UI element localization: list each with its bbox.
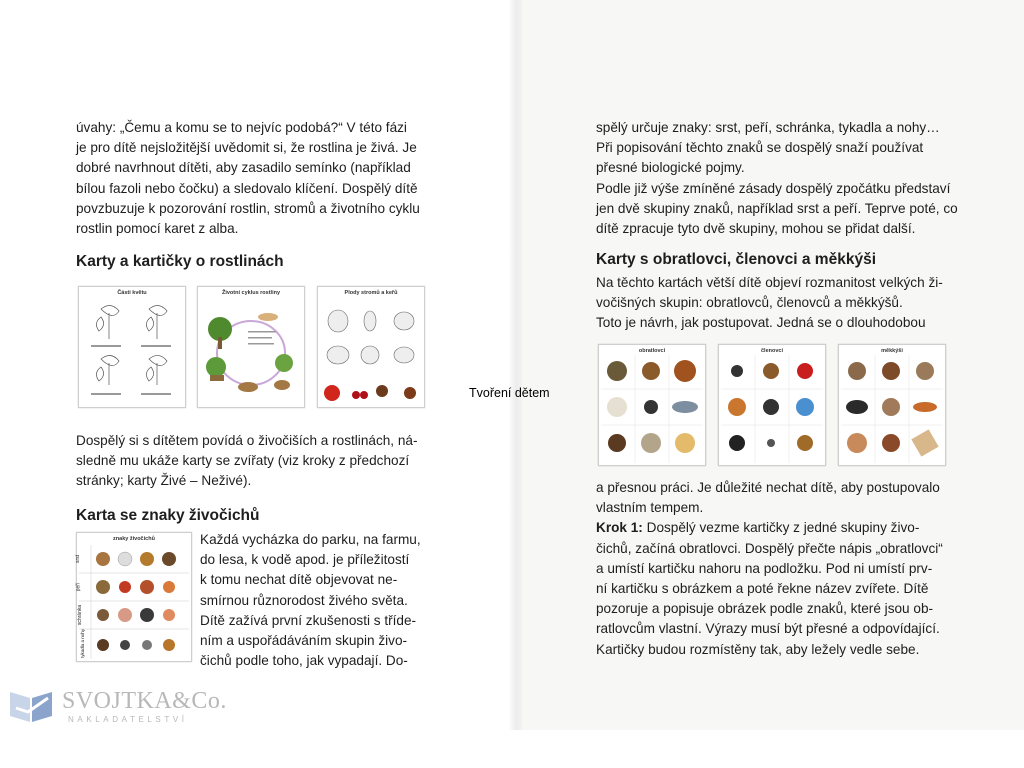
animal-signs-card xyxy=(76,532,192,662)
row-label-feathers: peří xyxy=(75,582,82,592)
text-line: ní kartičku s obrázkem a poté řekne název zvířete. Dítě xyxy=(596,580,929,596)
text-line: a umístí kartičku nahoru na podložku. Pod ni umístí prv- xyxy=(596,560,933,576)
right-bottom-paragraph xyxy=(596,478,944,660)
text-line: čichů podle toho, jak vypadají. Do- xyxy=(200,653,408,669)
card-title: Životní cyklus rostliny xyxy=(221,290,281,296)
right-top-paragraph xyxy=(596,118,958,239)
plant-card-fruits xyxy=(317,286,425,408)
text-line: povzbuzuje k pozorování rostlin, stromů a životního cyklu xyxy=(76,200,420,216)
image-caption: Tvoření dětem xyxy=(469,386,550,400)
arthropods-card xyxy=(718,344,826,466)
arthropods-grid xyxy=(719,345,825,465)
life-cycle-diagram xyxy=(198,287,304,407)
text-line: Kartičky budou rozmístěny tak, aby ležely vedle sebe. xyxy=(596,641,920,657)
text-line: vočišných skupin: obratlovců, členovců a měkkýšů. xyxy=(596,295,903,311)
text-line: smírnou různorodost živého světa. xyxy=(200,592,408,608)
heading-animal-signs: Karta se znaky živočichů xyxy=(76,507,260,524)
text-line: Dospělý si s dítětem povídá o živočiších a rostlinách, ná- xyxy=(76,433,418,448)
step-label: Krok 1: xyxy=(596,520,643,536)
card-title: Části květu xyxy=(117,290,147,296)
molluscs-grid xyxy=(839,345,945,465)
cards-paragraph xyxy=(596,273,944,334)
molluscs-card xyxy=(838,344,946,466)
text-line: Na těchto kartách větší dítě objeví rozmanitost velkých ži- xyxy=(596,275,943,290)
step-line: Dospělý vezme kartičky z jedné skupiny živo- xyxy=(642,520,920,536)
text-line: Toto je návrh, jak postupovat. Jedná se o dlouhodobou xyxy=(596,315,926,331)
book-logo-icon xyxy=(8,688,58,724)
row-label-fur: srst xyxy=(75,554,82,564)
vertebrates-grid xyxy=(599,345,705,465)
text-line: dobré navrhnout dítěti, aby zasadilo semínko (například xyxy=(76,160,411,176)
text-line: úvahy: „Čemu a komu se to nejvíc podobá?“ V této fázi xyxy=(76,120,407,135)
text-line: pozoruje a popisuje obrázek podle znaků, které jsou ob- xyxy=(596,601,934,617)
card-title: členovci xyxy=(760,348,783,354)
text-line: sledně mu ukáže karty se zvířaty (viz kroky z předchozí xyxy=(76,453,410,469)
text-line: k tomu nechat dítě objevovat ne- xyxy=(200,572,398,588)
signs-paragraph xyxy=(200,530,426,671)
text-line: Dítě zažívá první zkušenosti s tříde- xyxy=(200,612,417,628)
text-line: jen dvě skupiny znaků, například srst a peří. Teprve poté, co xyxy=(596,200,958,216)
plant-card-flower-parts xyxy=(78,286,186,408)
card-title: obratlovci xyxy=(638,348,666,354)
text-line: ratlovcům vlastní. Výrazy musí být přesné a odpovídající. xyxy=(596,621,940,637)
card-title: znaky živočichů xyxy=(113,536,155,542)
text-line: stránky; karty Živé – Neživé). xyxy=(76,473,252,489)
text-line xyxy=(596,518,944,538)
publisher-subtitle: NAKLADATELSTVÍ xyxy=(68,715,188,724)
row-label-antennae-legs: tykadla a nohy xyxy=(80,628,86,659)
text-line: je pro dítě nejsložitější uvědomit si, že rostlina je živá. Je xyxy=(76,140,417,156)
text-line: čichů, začíná obratlovci. Dospělý přečte nápis „obratlovci“ xyxy=(596,540,943,556)
text-line: Každá vycházka do parku, na farmu, xyxy=(200,532,421,547)
fruits-diagram xyxy=(318,287,424,407)
text-line: spělý určuje znaky: srst, peří, schránka, tykadla a nohy… xyxy=(596,120,940,135)
text-line: rostlin pomocí karet z alba. xyxy=(76,220,239,236)
publisher-logo xyxy=(8,688,227,728)
text-line: vlastním tempem. xyxy=(596,500,704,516)
text-line: bílou fazoli nebo čočku) a sledovalo klíčení. Dospělý dítě xyxy=(76,180,418,196)
publisher-name: SVOJTKA&Co. xyxy=(62,688,227,714)
text-line: Podle již výše zmíněné zásady dospělý zpočátku představí xyxy=(596,180,951,196)
text-line: a přesnou práci. Je důležité nechat dítě, aby postupovalo xyxy=(596,480,940,495)
flower-diagram xyxy=(79,287,185,407)
text-line: Při popisování těchto znaků se dospělý snaží používat xyxy=(596,140,924,156)
row-label-shell: schránka xyxy=(77,604,84,626)
card-title: měkkýši xyxy=(881,348,903,354)
animals-paragraph xyxy=(76,431,426,492)
text-line: dítě zpracuje tyto dvě skupiny, mohou se přidat další. xyxy=(596,220,916,236)
text-line: přesné biologické pojmy. xyxy=(596,160,745,176)
text-line: ním a uspořádáváním skupin živo- xyxy=(200,632,408,648)
plant-card-life-cycle xyxy=(197,286,305,408)
heading-animal-cards: Karty s obratlovci, členovci a měkkýši xyxy=(596,251,876,268)
text-line: do lesa, k vodě apod. je příležitostí xyxy=(200,552,410,568)
bottom-margin xyxy=(0,730,1024,768)
book-gutter xyxy=(508,0,522,768)
card-title: Plody stromů a keřů xyxy=(344,290,398,296)
animal-signs-grid xyxy=(77,533,191,661)
intro-paragraph xyxy=(76,118,426,239)
heading-plant-cards: Karty a kartičky o rostlinách xyxy=(76,253,284,270)
vertebrates-card xyxy=(598,344,706,466)
